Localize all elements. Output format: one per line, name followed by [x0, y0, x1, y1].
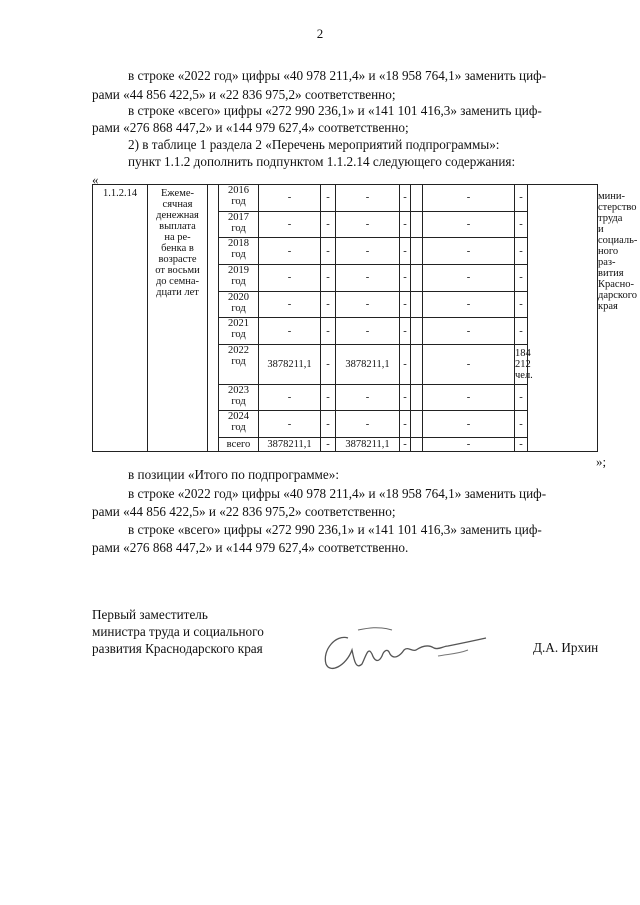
year-cell [219, 384, 259, 411]
amount-regional: 3878211,1 [336, 345, 400, 384]
amount-federal: - [321, 318, 336, 345]
amount-federal: - [321, 437, 336, 451]
amount-other: - [423, 411, 515, 438]
amount-local: - [400, 265, 411, 292]
paragraph-line: в позиции «Итого по подпрограмме»: [128, 467, 340, 482]
paragraph-line: рами «276 868 447,2» и «144 979 627,4» соответственно; [92, 120, 409, 135]
expected-result: - [515, 291, 528, 318]
amount-total: - [259, 291, 321, 318]
amount-local: - [400, 185, 411, 212]
amount-local: - [400, 411, 411, 438]
amount-total: - [259, 185, 321, 212]
paragraph-line: в строке «2022 год» цифры «40 978 211,4» и «18 958 764,1» заменить циф- [128, 68, 547, 83]
signatory-position [92, 606, 264, 657]
year-value: 2021 [228, 318, 249, 330]
amount-other: - [423, 211, 515, 238]
amount-federal: - [321, 265, 336, 292]
amount-regional: - [336, 411, 400, 438]
year-unit: год [231, 356, 246, 368]
year-cell [219, 318, 259, 345]
amount-other: - [423, 238, 515, 265]
year-unit: год [231, 422, 246, 434]
amount-other: - [423, 265, 515, 292]
amount-federal: - [321, 211, 336, 238]
year-value: 2020 [228, 291, 249, 303]
amount-federal: - [321, 185, 336, 212]
year-value: 2018 [228, 238, 249, 250]
amount-regional: - [336, 265, 400, 292]
year-unit: год [231, 329, 246, 341]
amount-federal: - [321, 345, 336, 384]
table-row: 1.1.2.14 Ежеме- сячная денежная выплата на ре- бенка в возрасте от восьми до семна- дцати лет 2016 год - - - - - - мини- стерство труда и социаль- ного раз- вития Красно- дарского края [93, 185, 598, 212]
year-cell [219, 211, 259, 238]
amount-local: - [400, 345, 411, 384]
paragraph-line: рами «44 856 422,5» и «22 836 975,2» соответственно; [92, 87, 396, 102]
amount-regional: - [336, 384, 400, 411]
measure-name-line: сячная [162, 199, 193, 210]
year-cell [219, 185, 259, 212]
amount-federal: - [321, 384, 336, 411]
signatory-name: Д.А. Ирхин [533, 640, 599, 655]
measure-name-line: денежная [156, 210, 199, 221]
position-line: развития Краснодарского края [92, 641, 263, 656]
measure-name [148, 185, 208, 452]
amount-local: - [400, 437, 411, 451]
year-unit: год [231, 276, 246, 288]
blank-cell [411, 318, 423, 345]
opening-quote: « [92, 172, 99, 187]
status-column [208, 185, 219, 452]
paragraph-line: рами «44 856 422,5» и «22 836 975,2» соответственно; [92, 504, 396, 519]
blank-column [528, 185, 598, 452]
amount-total: - [259, 265, 321, 292]
amount-local: - [400, 238, 411, 265]
amount-total: - [259, 211, 321, 238]
amount-total: - [259, 318, 321, 345]
amount-total: - [259, 238, 321, 265]
year-value: 2016 [228, 185, 249, 196]
year-cell [219, 411, 259, 438]
blank-cell [411, 411, 423, 438]
amount-other: - [423, 185, 515, 212]
amount-total: 3878211,1 [259, 437, 321, 451]
amount-other: - [423, 437, 515, 451]
amount-regional: - [336, 185, 400, 212]
measure-name-line: до семна- [155, 276, 200, 287]
amount-local: - [400, 291, 411, 318]
expected-result: 184 212 чел. [515, 345, 528, 384]
blank-cell [411, 211, 423, 238]
year-value: 2024 [228, 411, 249, 423]
measure-name-line: Ежеме- [161, 188, 194, 199]
blank-cell [411, 238, 423, 265]
measure-name-line: от восьми [155, 265, 200, 276]
year-value: 2017 [228, 211, 249, 223]
position-line: Первый заместитель [92, 607, 208, 622]
amount-other: - [423, 384, 515, 411]
expected-result: - [515, 437, 528, 451]
measures-table [92, 184, 638, 452]
amount-regional: 3878211,1 [336, 437, 400, 451]
paragraph-line: 2) в таблице 1 раздела 2 «Перечень мероприятий подпрограммы»: [128, 137, 500, 152]
amount-local: - [400, 384, 411, 411]
measure-code: 1.1.2.14 [93, 185, 148, 452]
year-value: всего [226, 438, 251, 450]
amount-other: - [423, 318, 515, 345]
expected-result: - [515, 185, 528, 212]
amount-total: - [259, 411, 321, 438]
amount-federal: - [321, 291, 336, 318]
year-value: 2023 [228, 384, 249, 396]
amount-total: - [259, 384, 321, 411]
amount-other: - [423, 291, 515, 318]
expected-result: - [515, 265, 528, 292]
measure-name-line: выплата [159, 221, 196, 232]
expected-result: - [515, 238, 528, 265]
page-number: 2 [316, 26, 324, 41]
measure-name-line: бенка в [161, 243, 194, 254]
year-cell [219, 437, 259, 451]
blank-cell [411, 437, 423, 451]
paragraph-line: в строке «2022 год» цифры «40 978 211,4» и «18 958 764,1» заменить циф- [128, 486, 547, 501]
amount-local: - [400, 211, 411, 238]
year-value: 2019 [228, 265, 249, 277]
blank-cell [411, 265, 423, 292]
amount-local: - [400, 318, 411, 345]
blank-cell [411, 185, 423, 212]
amount-federal: - [321, 411, 336, 438]
paragraph-line: рами «276 868 447,2» и «144 979 627,4» соответственно. [92, 540, 409, 555]
year-cell [219, 265, 259, 292]
amount-regional: - [336, 211, 400, 238]
amount-total: 3878211,1 [259, 345, 321, 384]
handwritten-signature [318, 620, 508, 676]
amount-regional: - [336, 318, 400, 345]
year-unit: год [231, 395, 246, 407]
expected-result: - [515, 411, 528, 438]
closing-quote: »; [596, 454, 607, 469]
measure-name-line: на ре- [164, 232, 191, 243]
measure-name-line: дцати лет [156, 287, 199, 298]
blank-cell [411, 345, 423, 384]
expected-result: - [515, 318, 528, 345]
blank-cell [411, 384, 423, 411]
paragraph-line: в строке «всего» цифры «272 990 236,1» и «141 101 416,3» заменить циф- [128, 522, 542, 537]
year-cell [219, 291, 259, 318]
paragraph-line: пункт 1.1.2 дополнить подпунктом 1.1.2.14 следующего содержания: [128, 154, 516, 169]
year-cell [219, 238, 259, 265]
year-cell [219, 345, 259, 384]
amount-regional: - [336, 238, 400, 265]
paragraph-line: в строке «всего» цифры «272 990 236,1» и «141 101 416,3» заменить циф- [128, 103, 542, 118]
expected-result: - [515, 211, 528, 238]
year-unit: год [231, 249, 246, 261]
year-value: 2022 [228, 345, 249, 357]
year-unit: год [231, 196, 246, 207]
measure-name-line: возрасте [158, 254, 197, 265]
position-line: министра труда и социального [92, 624, 264, 639]
year-unit: год [231, 222, 246, 234]
amount-other: - [423, 345, 515, 384]
year-unit: год [231, 302, 246, 314]
amount-regional: - [336, 291, 400, 318]
amount-federal: - [321, 238, 336, 265]
expected-result: - [515, 384, 528, 411]
blank-cell [411, 291, 423, 318]
